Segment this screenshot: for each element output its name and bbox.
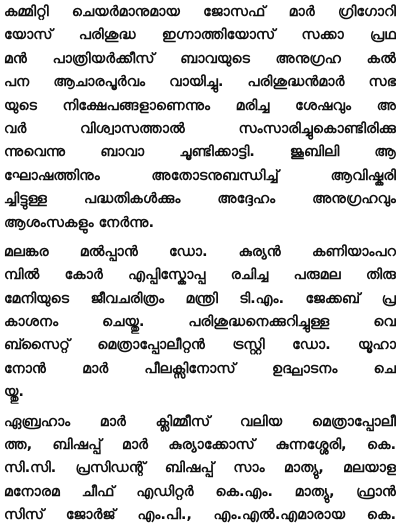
text-line: മ്പിൽ കോർ എപ്പിസ്കോപ്പ രചിച്ച പരുമല തിരു [4,267,396,284]
text-line: സി.സി. പ്രസിഡന്റ് ബിഷപ്പ് സാം മാത്യു, മലയാള [4,460,396,477]
text-line: ഏബ്രഹാം മാർ ക്ലിമ്മീസ് വലിയ മെത്രാപ്പോലീ [4,413,396,430]
text-line: ച്ചിട്ടുള്ള പദ്ധതികൾക്കും അദ്ദേഹം അനുഗ്രഹവും [4,191,396,208]
text-line: നോൻ മാർ പീലക്സിനോസ് ഉദ്ഘാടനം ചെ [4,360,396,377]
text-line: മനോരമ ചീഫ് എഡിറ്റർ കെ.എം. മാത്യു, ഫ്രാൻ [4,483,396,500]
text-line: യോസ് പരിശുദ്ധ ഇഗ്നാത്തിയോസ് സക്കാ പ്രഥ [4,27,396,44]
text-line: മൻ പാത്രിയർക്കീസ് ബാവയുടെ അനുഗ്രഹ കൽ [4,50,396,67]
text-line: കാശനം ചെയ്തു. പരിശുദ്ധനെക്കുറിച്ചുള്ള വെ [4,314,396,331]
text-line: ത്ത, ബിഷപ്പ് മാർ കുര്യാക്കോസ് കുന്നശ്ശേരി, കെ. [4,437,396,454]
text-line: ബ്സൈറ്റ് മെത്രാപ്പോലീറ്റൻ ട്രസ്റ്റി ഡോ. യൂഹാ [4,337,396,354]
paragraph-1 [4,1,396,235]
text-line: വർ വിശ്വാസത്താൽ സംസാരിച്ചുകൊണ്ടിരിക്കു [4,120,396,137]
text-line: മേനിയുടെ ജീവചരിത്രം മന്ത്രി ടി.എം. ജേക്കബ് പ്ര [4,290,396,307]
paragraph-2 [4,241,396,405]
text-line: ഘോഷത്തിനും അതോടനുബന്ധിച്ച് ആവിഷ്കരി [4,167,396,184]
text-line: സിസ് ജോർജ് എം.പി., എം.എൽ.എമാരായ കെ. [4,507,396,524]
text-line: കമ്മിറ്റി ചെയർമാനുമായ ജോസഫ് മാർ ഗ്രിഗോറി [4,4,396,20]
text-line: പന ആചാരപൂർവം വായിച്ചു. പരിശുദ്ധൻമാർ സഭ [4,74,396,91]
text-line: യ്തു. [4,384,24,401]
text-line: യുടെ നിക്ഷേപങ്ങളാണെന്നും മരിച്ച ശേഷവും അ [4,97,396,114]
text-line: ന്നുവെന്നു ബാവാ ചൂണ്ടിക്കാട്ടി. ജൂബിലി ആ [4,144,396,161]
paragraph-3 [4,411,396,528]
text-line: ആശംസകളും നേർന്നു. [4,214,154,231]
text-line: മലങ്കര മൽപ്പാൻ ഡോ. കുര്യൻ കണിയാംപറ [4,243,396,260]
